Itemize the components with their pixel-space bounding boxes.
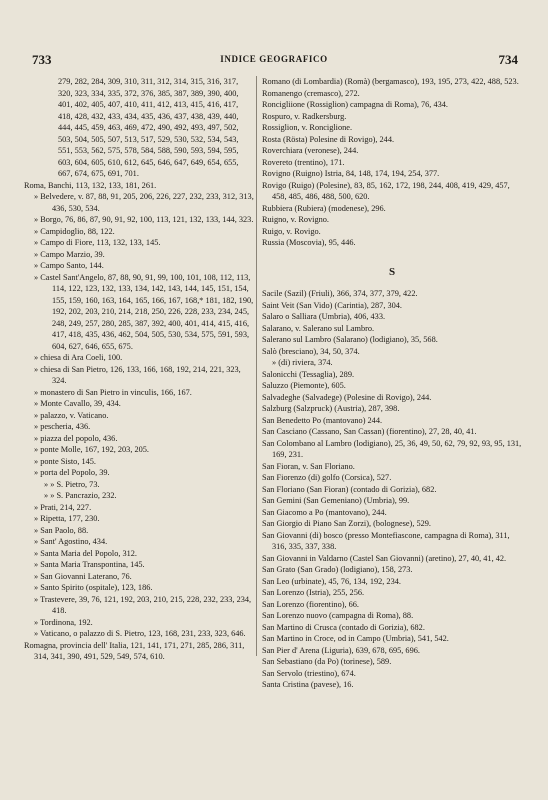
index-entry: Rossiglion, v. Ronciglione. [262,123,353,132]
index-column-left [24,76,254,663]
index-entry: 279, 282, 284, 309, 310, 311, 312, 314, 315, 316, 317, 320, 323, 334, 335, 372, 376, 385, 387, 389, 390, 400, 401, 402, 405, 407, 410, 411, 412, 413, 415, 416, 417, 418, 428, 432, 433, 434, 435, 436, 437, 438, 439, 440, 444, 445, 459, 463, 469, 472, 490, 492, 493, 497, 502, 503, 504, 505, 507, 513, 517, 529, 530, 532, 534, 543, 551, 553, 562, 575, 578, 584, 588, 590, 593, 594, 595, 603, 604, 605, 610, 612, 645, 646, 647, 649, 654, 655, 667, 674, 675, 691, 701. [58,77,239,178]
index-entry: » Campo Santo, 144. [34,261,104,270]
index-entry: » Castel Sant'Angelo, 87, 88, 90, 91, 99, 100, 101, 108, 112, 113, 114, 122, 123, 132, 133, 134, 142, 143, 144, 145, 151, 154, 155, 159, 160, 163, 164, 165, 166, 167, 168,* 181, 182, 190, 192, 202, 203, 210, 214, 218, 250, 226, 228, 233, 234, 245, 248, 249, 257, 280, 285, 387, 392, 400, 401, 414, 415, 416, 417, 418, 435, 436, 462, 504, 505, 530, 534, 575, 591, 593, 604, 627, 646, 655, 675. [34,272,254,351]
index-entry: San Giorgio di Piano San Zorzi), (bolognese), 529. [262,519,431,528]
index-group-r [262,76,522,249]
index-entry: » ponte Molle, 167, 192, 203, 205. [34,445,149,454]
index-entry: » Belvedere, v. 87, 88, 91, 205, 206, 226, 227, 232, 233, 312, 313, 436, 530, 534. [34,192,254,213]
index-group-s [262,288,522,691]
index-entry: Rosta (Rösta) Polesine di Rovigo), 244. [262,134,395,144]
index-entry: Sacile (Sazil) (Friuli), 366, 374, 377, 379, 422. [262,289,418,298]
index-entry: Salerano sul Lambro (Salarano) (lodigiano), 35, 568. [262,335,438,344]
index-entry: » chiesa di San Pietro, 126, 133, 166, 168, 192, 214, 221, 323, 324. [34,364,241,385]
index-entry: » Trastevere, 39, 76, 121, 192, 203, 210, 215, 228, 232, 233, 234, 418. [34,594,252,615]
index-entry: Roverchiara (veronese), 244. [262,146,359,155]
index-entry: San Leo (urbinate), 45, 76, 134, 192, 234. [262,576,401,586]
index-entry: » Campo Marzio, 39. [34,249,105,259]
index-entry: Russia (Moscovia), 95, 446. [262,238,356,247]
index-entry: » piazza del popolo, 436. [34,433,118,443]
index-entry: » ponte Sisto, 145. [34,456,96,466]
index-entry: Saluzzo (Piemonte), 605. [262,381,346,390]
index-entry: San Grato (San Grado) (lodigiano), 158, 273. [262,565,413,574]
index-entry: San Casciano (Cassano, San Cassan) (fiorentino), 27, 28, 40, 41. [262,427,477,436]
index-entry: » porta del Popolo, 39. [34,468,110,477]
index-entry: San Fiorenzo (di) golfo (Corsica), 527. [262,473,392,482]
index-entry: San Giacomo a Po (mantovano), 244. [262,507,387,517]
index-entry: » palazzo, v. Vaticano. [34,410,109,420]
index-entry: San Giovanni (di) bosco (presso Montefiascone, campagna di Roma), 311, 316, 335, 337, 338. [262,530,510,551]
index-column-right [262,76,522,691]
index-entry: Saint Veit (San Vido) (Carintia), 287, 304. [262,300,402,310]
index-entry: » » S. Pancrazio, 232. [44,491,117,500]
index-entry: San Martino di Crusca (contado di Gorizia), 682. [262,622,425,632]
index-entry: » Campidoglio, 88, 122. [34,226,115,236]
index-entry: Salonicchi (Tessaglia), 289. [262,369,355,379]
running-title: INDICE GEOGRAFICO [220,54,328,64]
page-number-left: 733 [32,52,52,67]
index-entry: » monastero di San Pietro in vinculis, 166, 167. [34,387,192,397]
index-entry: San Colombano al Lambro (lodigiano), 25, 36, 49, 50, 62, 79, 92, 93, 95, 131, 169, 231. [262,438,522,459]
column-divider [256,76,257,656]
index-entry: Roncigliione (Rossiglion) campagna di Roma), 76, 434. [262,100,448,109]
index-entry: Rovigo (Ruigo) (Polesine), 83, 85, 162, 172, 198, 244, 408, 419, 429, 457, 458, 485, 486, 488, 500, 620. [262,180,510,201]
index-entry: » Monte Cavallo, 39, 434. [34,399,121,408]
index-entry: San Floriano (San Fioran) (contado di Gorizia), 682. [262,484,437,494]
index-entry: » Ripetta, 177, 230. [34,514,100,523]
index-entry: » Campo di Fiore, 113, 132, 133, 145. [34,238,161,247]
index-entry: » Borgo, 76, 86, 87, 90, 91, 92, 100, 113, 121, 132, 133, 144, 323. [34,215,254,224]
index-entry: San Pier d' Arena (Liguria), 639, 678, 695, 696. [262,645,420,655]
index-entry: Rovereto (trentino), 171. [262,157,345,167]
index-entry: Romagna, provincia dell' Italia, 121, 141, 171, 271, 285, 286, 311, 314, 341, 390, 491, 529, 549, 574, 610. [24,640,245,661]
index-entry: Rovigno (Ruigno) Istria, 84, 148, 174, 194, 254, 377. [262,169,440,178]
index-entry: Salò (bresciano), 34, 50, 374. [262,346,360,356]
index-entry: Salarano, v. Salerano sul Lambro. [262,323,375,333]
index-entry: » Santo Spirito (ospitale), 123, 186. [34,583,153,592]
index-entry: Romanengo (cremasco), 272. [262,88,360,98]
index-entry: » (di) riviera, 374. [272,358,333,367]
index-entry: San Benedetto Po (mantovano) 244. [262,415,383,425]
index-entry: Romano (di Lombardia) (Romà) (bergamasco), 193, 195, 273, 422, 488, 523. [262,77,519,86]
index-entry: San Lorenzo nuovo (campagna di Roma), 88. [262,611,414,620]
index-entry: » Tordinona, 192. [34,617,93,627]
index-entry: Salvadeghe (Salvadege) (Polesine di Rovigo), 244. [262,392,432,402]
index-entry: San Martino in Croce, od in Campo (Umbria), 541, 542. [262,634,449,643]
index-entry: San Servolo (triestino), 674. [262,668,356,678]
index-entry: San Sebastiano (da Po) (torinese), 589. [262,657,392,666]
index-entry: San Lorenzo (fiorentino), 66. [262,599,359,609]
index-entry: Santa Cristina (pavese), 16. [262,680,354,689]
index-entry: » San Giovanni Laterano, 76. [34,571,132,581]
index-entry: Rospuro, v. Radkersburg. [262,111,347,121]
index-entry: San Lorenzo (Istria), 255, 256. [262,588,365,597]
index-entry: » pescheria, 436. [34,422,91,431]
section-letter: S [388,265,396,278]
index-entry: » Santa Maria del Popolo, 312. [34,548,138,558]
index-entry: » chiesa di Ara Coeli, 100. [34,353,123,362]
index-entry: Ruigno, v. Rovigno. [262,215,329,224]
index-entry: » Sant' Agostino, 434. [34,537,108,546]
index-entry: » Vaticano, o palazzo di S. Pietro, 123, 168, 231, 233, 323, 646. [34,629,246,638]
index-entry: Rubbiera (Rubiera) (modenese), 296. [262,203,386,213]
index-entry: San Giovanni in Valdarno (Castel San Giovanni) (aretino), 27, 40, 41, 42. [262,553,507,563]
index-entry: San Gemini (San Gemeniano) (Umbria), 99. [262,496,410,505]
index-entry: Roma, Banchi, 113, 132, 133, 181, 261. [24,180,157,190]
page-number-right: 734 [498,52,518,67]
index-entry: Salzburg (Salzpruck) (Austria), 287, 398. [262,404,400,413]
index-entry: » » S. Pietro, 73. [44,479,100,489]
page-header [0,52,548,68]
index-entry: Ruigo, v. Rovigo. [262,226,321,236]
index-entry: » San Paolo, 88. [34,525,89,535]
index-entry: San Fioran, v. San Floriano. [262,461,355,471]
index-entry: Salaro o Salliara (Umbria), 406, 433. [262,312,386,321]
index-entry: » Prati, 214, 227. [34,502,92,512]
index-entry: » Santa Maria Transpontina, 145. [34,560,145,569]
